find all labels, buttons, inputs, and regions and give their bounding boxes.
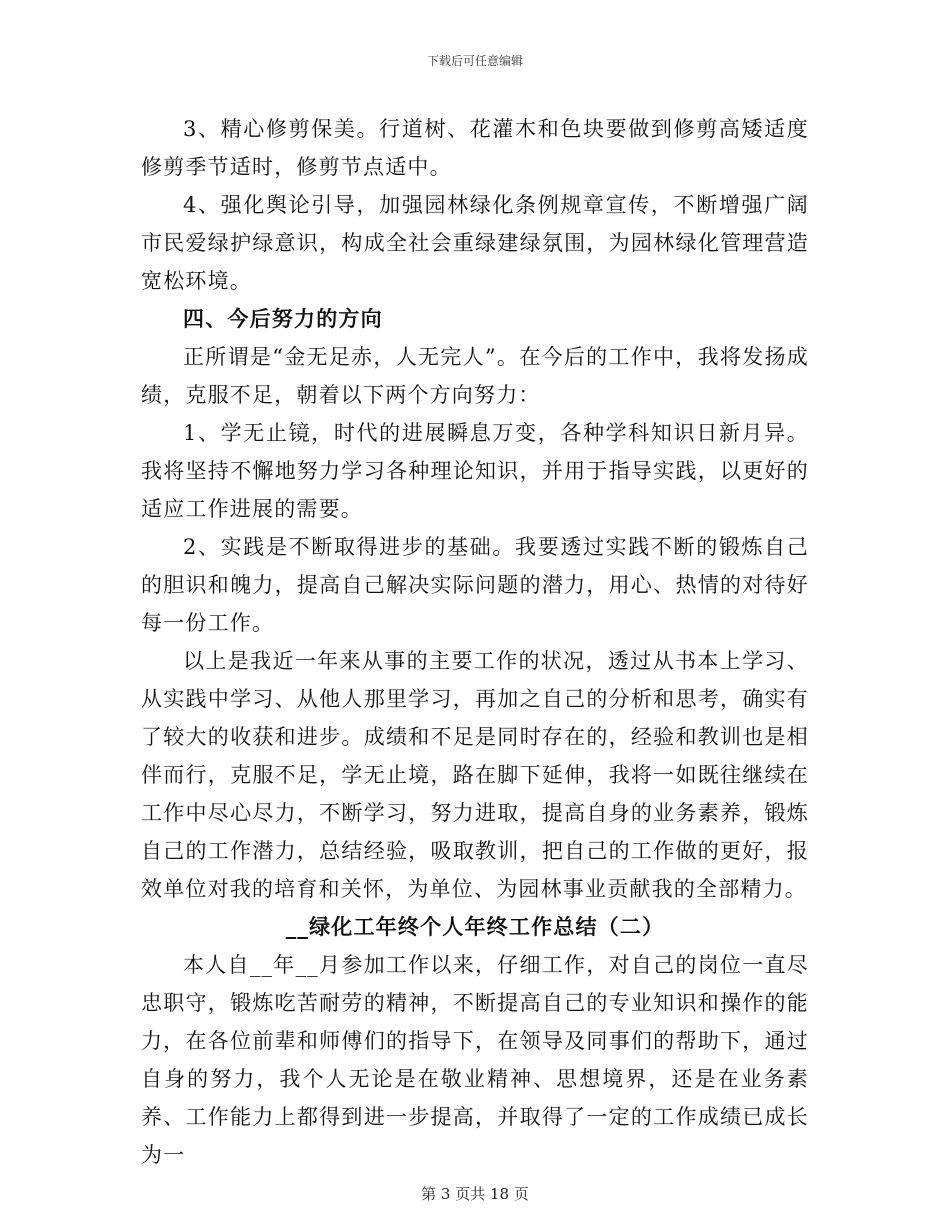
paragraph-direction-1: 1、学无止镜，时代的进展瞬息万变，各种学科知识日新月异。我将坚持不懈地努力学习各种理论知识，并用于指导实践，以更好的适应工作进展的需要。 [141,421,809,521]
paragraph-opening: 本人自__年__月参加工作以来，仔细工作，对自己的岗位一直尽忠职守，锻炼吃苦耐劳的精神，不断提高自己的专业知识和操作的能力，在各位前辈和师傅们的指导下，在领导及同事们的帮助下，通过自身的努力，我个人无论是在敬业精神、思想境界，还是在业务素养、工作能力上都得到进一步提高，并取得了一定的工作成绩已成长为一 [141,953,809,1167]
document-body [141,110,809,1174]
paragraph-item-4: 4、强化舆论引导，加强园林绿化条例规章宣传，不断增强广阔市民爱绿护绿意识，构成全社会重绿建绿氛围，为园林绿化管理营造宽松环境。 [141,193,809,293]
paragraph-item-3: 3、精心修剪保美。行道树、花灌木和色块要做到修剪高矮适度修剪季节适时，修剪节点适中。 [141,117,809,179]
page-footer: 第 3 页共 18 页 [421,1185,529,1203]
paragraph-direction-2: 2、实践是不断取得进步的基础。我要透过实践不断的锻炼自己的胆识和魄力，提高自己解决实际问题的潜力，用心、热情的对待好每一份工作。 [141,535,809,635]
paragraph-summary: 以上是我近一年来从事的主要工作的状况，透过从书本上学习、从实践中学习、从他人那里学习，再加之自己的分析和思考，确实有了较大的收获和进步。成绩和不足是同时存在的，经验和教训也是相伴而行，克服不足，学无止境，路在脚下延伸，我将一如既往继续在工作中尽心尽力，不断学习，努力进取，提高自身的业务素养，锻炼自己的工作潜力，总结经验，吸取教训，把自己的工作做的更好，报效单位对我的培育和关怀，为单位、为园林事业贡献我的全部精力。 [141,649,809,901]
section-heading: 四、今后努力的方向 [183,306,383,331]
paragraph-intro: 正所谓是“金无足赤，人无完人”。在今后的工作中，我将发扬成绩，克服不足，朝着以下两个方向努力： [141,345,809,407]
page-header: 下载后可任意编辑 [426,54,523,68]
document-title: __绿化工年终个人年终工作总结（二） [285,914,665,939]
